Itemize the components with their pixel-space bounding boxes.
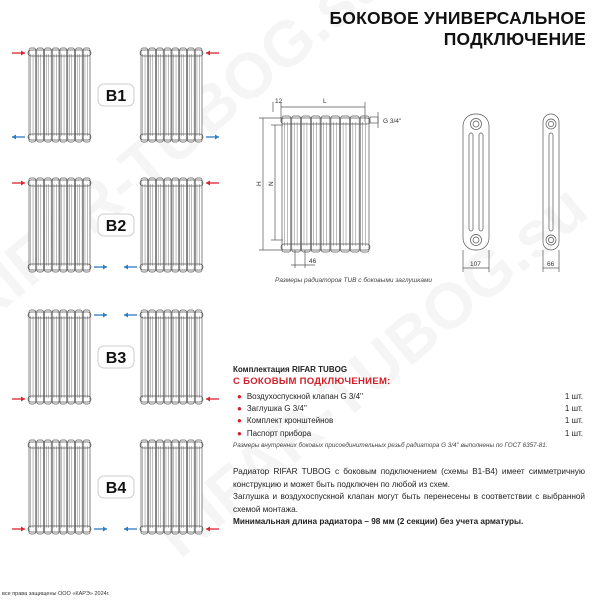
dim-n-label: N: [268, 181, 275, 186]
kit-list: [233, 390, 583, 439]
kit-item: [233, 427, 583, 439]
supply-arrow-icon: [206, 397, 219, 402]
scheme-label: B2: [105, 218, 127, 235]
kit-item-name: Паспорт прибора: [246, 428, 312, 438]
dim-l-label: L: [323, 98, 327, 105]
bullet-icon: ●: [237, 416, 242, 426]
drawing-caption: Размеры радиаторов TUB с боковыми заглушками: [275, 277, 433, 284]
description-paragraph: Радиатор RIFAR TUBOG с боковым подключением (схемы B1-B4) имеет симметричную конструкцию и может быть подключен по любой из схем.: [233, 467, 585, 489]
dim-12-label: 12: [275, 98, 283, 105]
scheme-b2: [12, 178, 219, 272]
supply-arrow-icon: [206, 181, 219, 186]
supply-arrow-icon: [206, 527, 219, 532]
scheme-b1: [12, 48, 219, 142]
bullet-icon: ●: [237, 428, 242, 438]
page-title: [329, 8, 586, 50]
kit-item-qty: 1 шт.: [564, 428, 583, 438]
kit-item-name: Заглушка G 3/4'': [246, 403, 307, 413]
dim-66-label: 66: [547, 261, 555, 268]
description-paragraph: Заглушка и воздухоспускной клапан могут быть перенесены в соответствии с выбранной схемой монтажа.: [233, 492, 585, 514]
radiator-icon: [28, 440, 91, 534]
scheme-label: B3: [105, 350, 127, 367]
radiator-icon: [28, 310, 91, 404]
kit-item: [233, 402, 583, 414]
radiator-icon: [140, 48, 203, 142]
kit-item-name: Воздухоспускной клапан G 3/4'': [246, 391, 364, 401]
dim-107-label: 107: [470, 261, 481, 268]
return-arrow-icon: [124, 313, 137, 318]
scheme-b4: [12, 440, 219, 534]
description: [233, 466, 585, 529]
kit-section: [233, 365, 583, 449]
return-arrow-icon: [94, 313, 107, 318]
supply-arrow-icon: [12, 527, 25, 532]
dim-46-label: 46: [309, 258, 317, 265]
dimension-drawing: [255, 90, 600, 290]
scheme-label: B4: [105, 480, 127, 497]
title-line-2: ПОДКЛЮЧЕНИЕ: [443, 29, 586, 49]
kit-item-qty: 1 шт.: [564, 391, 583, 401]
kit-item-qty: 1 шт.: [564, 416, 583, 426]
supply-arrow-icon: [12, 397, 25, 402]
bullet-icon: ●: [237, 391, 242, 401]
return-arrow-icon: [94, 527, 107, 532]
min-length-note: Минимальная длина радиатора – 98 мм (2 секции) без учета арматуры.: [233, 517, 524, 526]
kit-item-name: Комплект кронштейнов: [246, 416, 334, 426]
kit-note: Размеры внутренних боковых присоединительных резьб радиатора G 3/4'' выполнены по ГОСТ 6357-81.: [233, 442, 548, 450]
copyright: все права защищены ООО «КАРЭ» 2024г.: [2, 591, 110, 597]
kit-item: [233, 390, 583, 402]
radiator-icon: [140, 440, 203, 534]
kit-item-qty: 1 шт.: [564, 403, 583, 413]
kit-heading: Комплектация RIFAR TUBOG: [233, 365, 348, 374]
radiator-icon: [140, 310, 203, 404]
return-arrow-icon: [12, 135, 25, 140]
return-arrow-icon: [206, 135, 219, 140]
scheme-label: B1: [105, 88, 127, 105]
front-view-radiator: [281, 116, 370, 252]
connection-schemes: [0, 0, 230, 560]
return-arrow-icon: [124, 265, 137, 270]
kit-subheading: С БОКОВЫМ ПОДКЛЮЧЕНИЕМ:: [233, 376, 391, 387]
bullet-icon: ●: [237, 403, 242, 413]
return-arrow-icon: [94, 265, 107, 270]
supply-arrow-icon: [12, 51, 25, 56]
kit-item: [233, 415, 583, 427]
scheme-b3: [12, 310, 219, 404]
radiator-icon: [140, 178, 203, 272]
thread-label: G 3/4'': [383, 118, 402, 125]
radiator-icon: [28, 48, 91, 142]
supply-arrow-icon: [12, 181, 25, 186]
radiator-icon: [28, 178, 91, 272]
dim-h-label: H: [256, 181, 263, 186]
title-line-1: БОКОВОЕ УНИВЕРСАЛЬНОЕ: [329, 8, 586, 28]
supply-arrow-icon: [206, 51, 219, 56]
return-arrow-icon: [124, 527, 137, 532]
